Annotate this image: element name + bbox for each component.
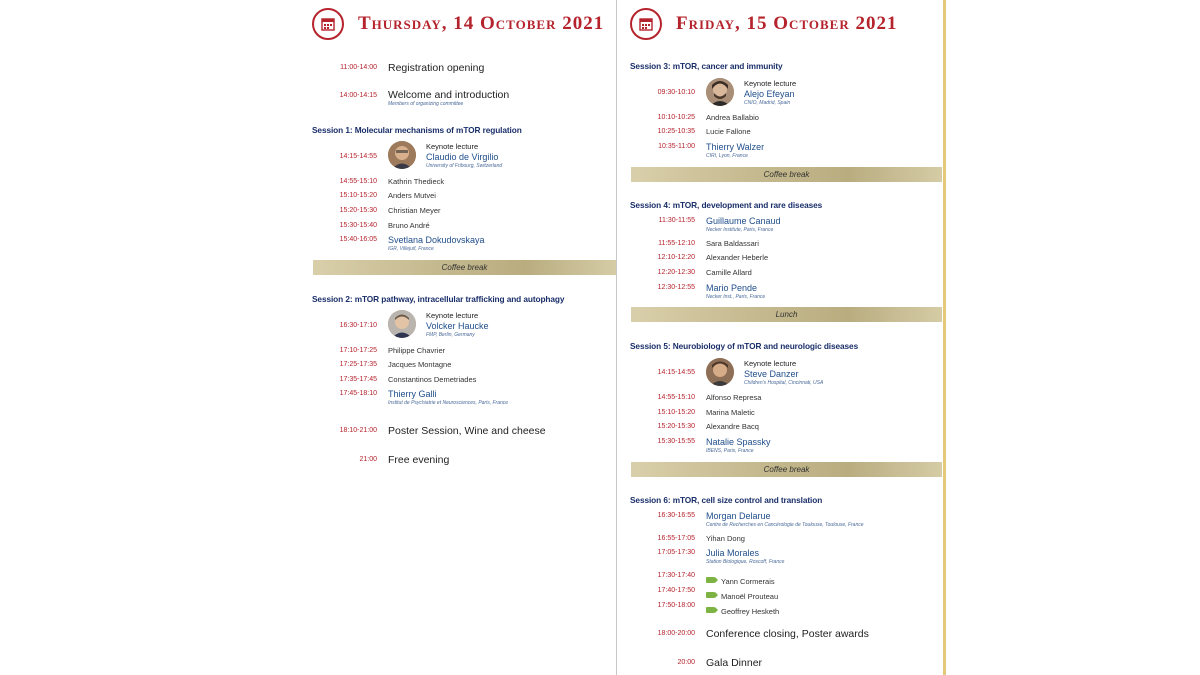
- affiliation: IGR, Villejuif, France: [388, 246, 434, 252]
- time-label: 17:30-17:40: [657, 572, 695, 579]
- time-label: 17:50-18:00: [657, 602, 695, 609]
- session-title: Session 4: mTOR, development and rare diseases: [630, 200, 823, 210]
- speaker-name: Kathrin Thedieck: [388, 177, 445, 186]
- speaker-name[interactable]: Svetlana Dokudovskaya: [388, 235, 485, 245]
- time-label: 16:55-17:05: [657, 535, 695, 542]
- speaker-name[interactable]: Guillaume Canaud: [706, 216, 781, 226]
- friday-column: [624, 0, 942, 675]
- thursday-header: [312, 4, 604, 44]
- speaker-name[interactable]: Morgan Delarue: [706, 511, 771, 521]
- time-label: 15:30-15:55: [657, 438, 695, 445]
- session-title: Session 1: Molecular mechanisms of mTOR regulation: [312, 125, 522, 135]
- session-title: Session 5: Neurobiology of mTOR and neurologic diseases: [630, 341, 859, 351]
- time-label: 17:25-17:35: [339, 361, 377, 368]
- speaker-name: Marina Maletic: [706, 408, 755, 417]
- affiliation: Station Biologique, Roscoff, France: [706, 559, 785, 565]
- time-label: 18:00-20:00: [657, 630, 695, 637]
- time-label: 16:30-16:55: [657, 512, 695, 519]
- speaker-name[interactable]: Steve Danzer: [744, 369, 799, 379]
- time-label: 10:35-11:00: [658, 143, 695, 150]
- speaker-name[interactable]: Mario Pende: [706, 283, 758, 293]
- time-label: 21:00: [359, 456, 377, 463]
- video-camera-icon: [706, 577, 715, 583]
- time-label: 17:35-17:45: [339, 376, 377, 383]
- calendar-icon: [630, 8, 662, 40]
- speaker-name: Constantinos Demetriades: [388, 375, 477, 384]
- keynote-label: Keynote lecture: [744, 79, 797, 88]
- time-label: 14:15-14:55: [657, 369, 695, 376]
- time-label: 11:55-12:10: [658, 240, 695, 247]
- column-divider: [616, 0, 617, 675]
- session-title: Session 6: mTOR, cell size control and translation: [630, 495, 823, 505]
- keynote-label: Keynote lecture: [426, 311, 479, 320]
- speaker-name: Manoël Prouteau: [721, 592, 779, 601]
- speaker-name: Free evening: [388, 454, 450, 466]
- time-label: 12:30-12:55: [657, 284, 695, 291]
- speaker-name: Conference closing, Poster awards: [706, 628, 869, 640]
- speaker-name: Anders Mutvei: [388, 191, 436, 200]
- avatar: [706, 358, 734, 386]
- time-label: 14:55-15:10: [339, 178, 377, 185]
- time-label: 15:20-15:30: [339, 207, 377, 214]
- band-label: Coffee break: [763, 465, 810, 474]
- time-label: 12:10-12:20: [657, 254, 695, 261]
- time-label: 10:10-10:25: [657, 114, 695, 121]
- speaker-name: Bruno André: [388, 221, 430, 230]
- time-label: 15:20-15:30: [657, 423, 695, 430]
- time-label: 09:30-10:10: [657, 89, 695, 96]
- band-label: Coffee break: [441, 263, 488, 272]
- coffee-break-band: [313, 260, 616, 275]
- gold-edge-bar: [943, 0, 946, 675]
- time-label: 15:10-15:20: [657, 409, 695, 416]
- speaker-name: Alfonso Represa: [706, 393, 762, 402]
- speaker-name: Poster Session, Wine and cheese: [388, 425, 546, 437]
- keynote-label: Keynote lecture: [744, 359, 797, 368]
- friday-header: [630, 4, 897, 44]
- time-label: 14:55-15:10: [657, 394, 695, 401]
- time-label: 15:30-15:40: [339, 222, 377, 229]
- speaker-name[interactable]: Thierry Walzer: [706, 142, 765, 152]
- time-label: 15:40-16:05: [339, 236, 377, 243]
- avatar: [706, 78, 734, 106]
- speaker-name: Yihan Dong: [706, 534, 745, 543]
- day-title: Friday, 15 October 2021: [676, 13, 898, 34]
- speaker-name[interactable]: Alejo Efeyan: [744, 89, 795, 99]
- affiliation: CIRI, Lyon, France: [706, 153, 748, 159]
- coffee-break-band: [631, 462, 942, 477]
- speaker-name: Lucie Fallone: [706, 127, 751, 136]
- coffee-break-band: [631, 167, 942, 182]
- band-label: Lunch: [775, 310, 798, 319]
- affiliation: Necker Institute, Paris, France: [706, 227, 774, 233]
- affiliation: FMP, Berlin, Germany: [426, 332, 475, 338]
- calendar-icon: [312, 8, 344, 40]
- speaker-name: Yann Cormerais: [721, 577, 775, 586]
- affiliation: Centre de Recherches en Cancérologie de Toulouse, Toulouse, France: [706, 522, 864, 528]
- affiliation: Institut de Psychiatrie et Neurosciences, Paris, France: [388, 400, 509, 406]
- time-label: 20:00: [677, 659, 695, 666]
- speaker-name: Christian Meyer: [388, 206, 441, 215]
- time-label: 16:30-17:10: [339, 322, 377, 329]
- speaker-name: Gala Dinner: [706, 657, 763, 669]
- video-camera-icon: [706, 607, 715, 613]
- speaker-name[interactable]: Julia Morales: [706, 548, 760, 558]
- time-label: 17:10-17:25: [339, 347, 377, 354]
- thursday-column: [306, 0, 616, 675]
- speaker-name: Sara Baldassari: [706, 239, 759, 248]
- avatar: [388, 141, 416, 169]
- affiliation: University of Fribourg, Switzerland: [426, 163, 503, 169]
- avatar: [388, 310, 416, 338]
- speaker-name: Andrea Ballabio: [706, 113, 759, 122]
- time-label: 12:20-12:30: [657, 269, 695, 276]
- speaker-name: Registration opening: [388, 62, 485, 74]
- time-label: 14:00-14:15: [339, 92, 377, 99]
- speaker-name: Jacques Montagne: [388, 360, 452, 369]
- affiliation: Members of organizing committee: [388, 101, 464, 107]
- affiliation: CNIO, Madrid, Spain: [744, 100, 791, 106]
- day-title: Thursday, 14 October 2021: [358, 13, 605, 34]
- speaker-name: Philippe Chavrier: [388, 346, 446, 355]
- speaker-name[interactable]: Natalie Spassky: [706, 437, 771, 447]
- time-label: 14:15-14:55: [339, 153, 377, 160]
- speaker-name: Welcome and introduction: [388, 89, 510, 101]
- speaker-name: Camille Allard: [706, 268, 752, 277]
- time-label: 17:05-17:30: [657, 549, 695, 556]
- speaker-name[interactable]: Claudio de Virgilio: [426, 152, 499, 162]
- affiliation: IBENS, Paris, France: [706, 448, 754, 454]
- time-label: 10:25-10:35: [657, 128, 695, 135]
- affiliation: Children's Hospital, Cincinnati, USA: [744, 380, 824, 386]
- time-label: 17:40-17:50: [657, 587, 695, 594]
- time-label: 11:00-14:00: [340, 64, 377, 71]
- video-camera-icon: [706, 592, 715, 598]
- speaker-name: Alexandre Bacq: [706, 422, 759, 431]
- band-label: Coffee break: [763, 170, 810, 179]
- time-label: 15:10-15:20: [339, 192, 377, 199]
- speaker-name: Alexander Heberle: [706, 253, 769, 262]
- affiliation: Necker Inst., Paris, France: [706, 294, 766, 300]
- speaker-name: Geoffrey Hesketh: [721, 607, 780, 616]
- session-title: Session 2: mTOR pathway, intracellular trafficking and autophagy: [312, 294, 565, 304]
- keynote-label: Keynote lecture: [426, 142, 479, 151]
- lunch-band: [631, 307, 942, 322]
- time-label: 17:45-18:10: [339, 390, 377, 397]
- speaker-name[interactable]: Volcker Haucke: [426, 321, 489, 331]
- speaker-name[interactable]: Thierry Galli: [388, 389, 437, 399]
- session-title: Session 3: mTOR, cancer and immunity: [630, 61, 783, 71]
- time-label: 11:30-11:55: [658, 217, 695, 224]
- time-label: 18:10-21:00: [339, 427, 377, 434]
